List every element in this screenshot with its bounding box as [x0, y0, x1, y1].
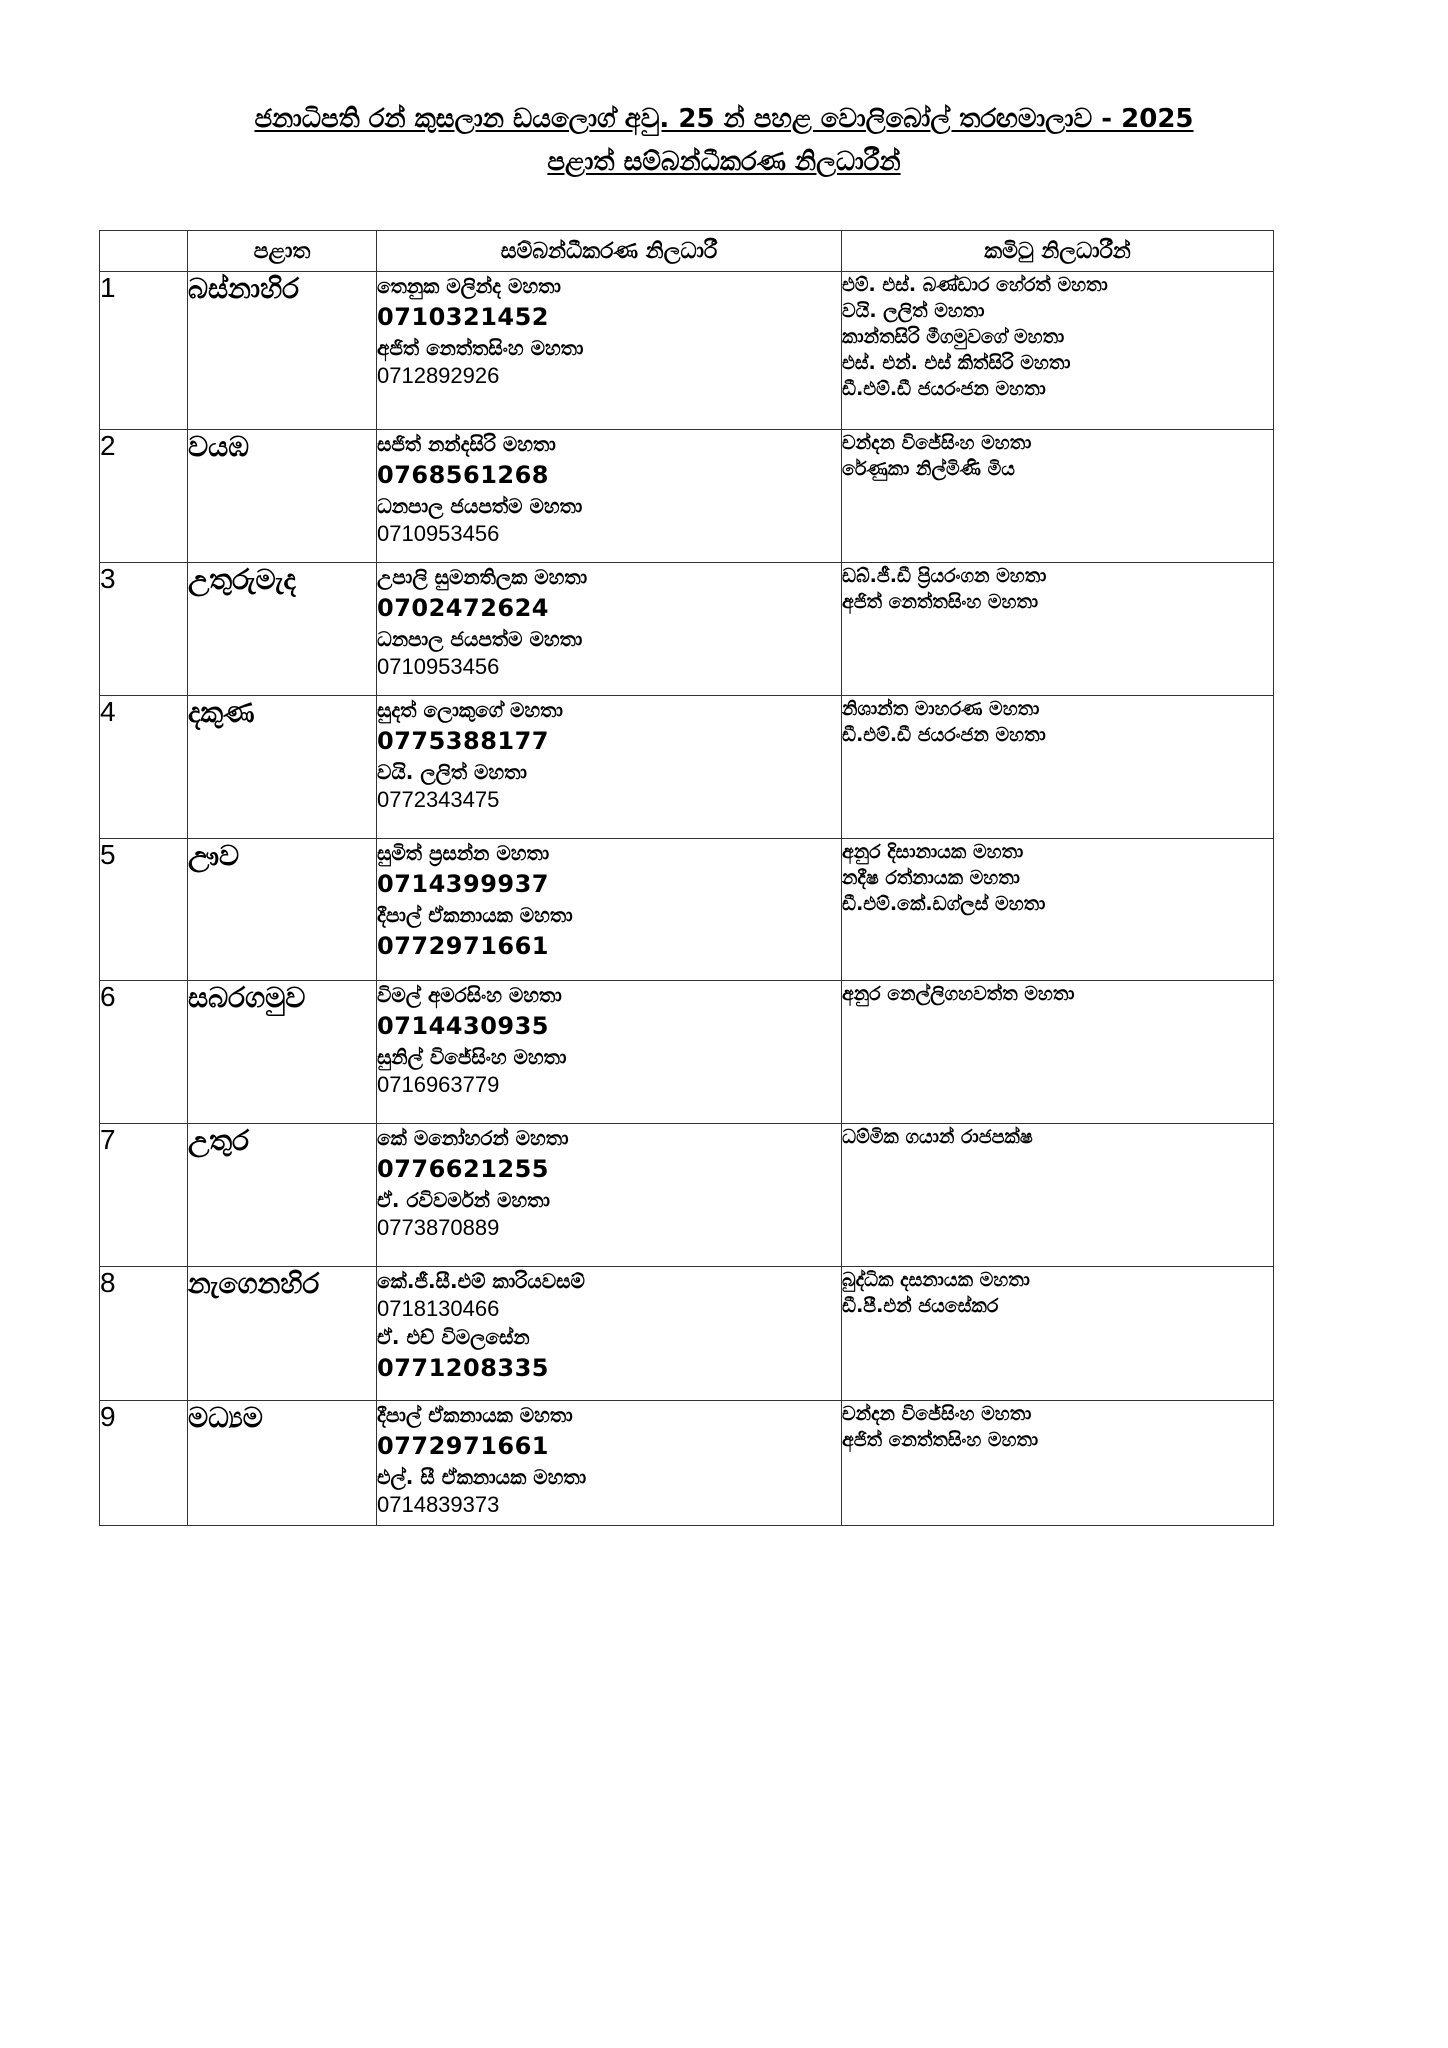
committee-member: නිශාන්ත මාහරණ මහතා: [842, 698, 1040, 720]
coordinator-phone: 0776621255: [377, 1155, 549, 1183]
coordinator-cell: [377, 1267, 842, 1401]
coordinator-cell: [377, 981, 842, 1124]
coordinator-cell: [377, 839, 842, 981]
coordinator-cell: [377, 272, 842, 430]
document-title: [0, 103, 1448, 135]
table-row: [100, 1267, 1274, 1401]
coordinator-cell: [377, 1401, 842, 1526]
coordinator-cell: [377, 563, 842, 696]
committee-cell: [842, 1267, 1274, 1401]
coordinator-name: දීපාල් ඒකනායක මහතා: [377, 1403, 573, 1427]
committee-member: ඩී.පී.එන් ජයසේකර: [842, 1295, 999, 1317]
coordinator-phone: 0710953456: [377, 654, 500, 679]
committee-member: ඩී.එම්.ඩී ජයරංජන මහතා: [842, 724, 1046, 746]
coordinator-phone: 0768561268: [377, 461, 549, 489]
committee-cell: [842, 430, 1274, 563]
coordinator-phone: 0714839373: [377, 1492, 500, 1517]
committee-cell: [842, 563, 1274, 696]
committee-member: කාන්තසිරි මීගමුවගේ මහතා: [842, 326, 1065, 348]
row-number: 7: [100, 1124, 188, 1267]
committee-member: නදීෂ රත්නායක මහතා: [842, 867, 1020, 889]
committee-cell: [842, 839, 1274, 981]
header-province: පළාත: [188, 231, 377, 272]
header-number: [100, 231, 188, 272]
document-subtitle-text: පළාත් සම්බන්ධීකරණ නිලධාරීන්: [547, 147, 901, 177]
coordinator-cell: [377, 1124, 842, 1267]
committee-member: බුද්ධික දසනායක මහතා: [842, 1269, 1030, 1291]
coordinator-phone: 0772971661: [377, 932, 549, 960]
coordinator-name: දීපාල් ඒකනායක මහතා: [377, 903, 573, 927]
province-name: බස්නාහිර: [188, 272, 377, 430]
row-number: 6: [100, 981, 188, 1124]
coordinator-phone: 0772971661: [377, 1432, 549, 1460]
province-name: වයඹ: [188, 430, 377, 563]
committee-cell: [842, 696, 1274, 839]
coordinator-phone: 0710321452: [377, 303, 549, 331]
coordinator-phone: 0773870889: [377, 1215, 500, 1240]
coordinator-phone: 0714430935: [377, 1012, 549, 1040]
coordinator-phone: 0771208335: [377, 1354, 549, 1382]
row-number: 4: [100, 696, 188, 839]
row-number: 1: [100, 272, 188, 430]
province-name: ඌව: [188, 839, 377, 981]
committee-cell: [842, 272, 1274, 430]
committee-member: ඩී.එම්.ඩී ජයරංජන මහතා: [842, 378, 1046, 400]
province-name: දකුණ: [188, 696, 377, 839]
table-row: [100, 839, 1274, 981]
committee-member: වයි. ලලිත් මහතා: [842, 300, 985, 322]
coordinator-name: ඒ. එච් විමලසේන: [377, 1325, 530, 1349]
row-number: 2: [100, 430, 188, 563]
document-subtitle: [0, 146, 1448, 178]
committee-member: චන්දන විජේසිංහ මහතා: [842, 1403, 1032, 1425]
committee-member: එස්. එන්. එස් කිත්සිරි මහතා: [842, 352, 1071, 374]
coordinator-name: සජිත් නන්දසිරි මහතා: [377, 432, 556, 456]
coordinator-phone: 0702472624: [377, 594, 549, 622]
coordinator-name: ඒ. රවිවර්මන් මහතා: [377, 1188, 550, 1212]
province-name: සබරගමුව: [188, 981, 377, 1124]
coordinator-name: සුදත් ලොකුගේ මහතා: [377, 698, 563, 722]
table-row: [100, 696, 1274, 839]
table-row: [100, 430, 1274, 563]
province-name: මධ්‍යම: [188, 1401, 377, 1526]
committee-member: අනුර නෙල්ලිගහවත්ත මහතා: [842, 983, 1075, 1005]
committee-cell: [842, 1124, 1274, 1267]
table-row: [100, 981, 1274, 1124]
coordinator-name: තෙනුක මලින්ද මහතා: [377, 274, 561, 298]
table-row: [100, 272, 1274, 430]
coordinator-name: වයි. ලලිත් මහතා: [377, 760, 527, 784]
coordinator-name: ධනපාල ජයපත්ම මහතා: [377, 627, 583, 651]
committee-member: ඩී.එම්.කේ.ඩග්ලස් මහතා: [842, 893, 1046, 915]
coordinator-name: අජිත් නෙත්තසිංහ මහතා: [377, 336, 584, 360]
coordinator-phone: 0712892926: [377, 363, 500, 388]
coordinator-phone: 0710953456: [377, 521, 500, 546]
committee-member: එම්. එස්. බණ්ඩාර හේරත් මහතා: [842, 274, 1108, 296]
committee-cell: [842, 1401, 1274, 1526]
coordinator-name: කේ මනෝහරන් මහතා: [377, 1126, 569, 1150]
committee-member: අජිත් නෙත්තසිංහ මහතා: [842, 591, 1039, 613]
coordinator-cell: [377, 430, 842, 563]
committee-member: ධම්මික ගයාන් රාජපක්ෂ: [842, 1126, 1033, 1148]
coordinator-phone: 0716963779: [377, 1072, 500, 1097]
province-name: නැගෙනහිර: [188, 1267, 377, 1401]
coordinator-name: ධනපාල ජයපත්ම මහතා: [377, 494, 583, 518]
coordinator-name: උපාලි සුමනතිලක මහතා: [377, 565, 588, 589]
committee-member: ඩබ්.ජී.ඩී ප්‍රියරංගන මහතා: [842, 565, 1047, 587]
committee-member: අනුර දිසානායක මහතා: [842, 841, 1024, 863]
coordinators-table: [99, 230, 1274, 1526]
row-number: 9: [100, 1401, 188, 1526]
row-number: 5: [100, 839, 188, 981]
coordinator-phone: 0772343475: [377, 787, 500, 812]
coordinator-name: එල්. සී ඒකනායක මහතා: [377, 1465, 587, 1489]
committee-cell: [842, 981, 1274, 1124]
table-header-row: [100, 231, 1274, 272]
row-number: 8: [100, 1267, 188, 1401]
table-body: [100, 272, 1274, 1526]
header-coordinator: සම්බන්ධීකරණ නිලධාරී: [377, 231, 842, 272]
coordinator-name: සුමිත් ප්‍රසන්න මහතා: [377, 841, 550, 865]
coordinator-phone: 0714399937: [377, 870, 549, 898]
header-committee: කමිටු නිලධාරීන්: [842, 231, 1274, 272]
committee-member: චන්දන විජේසිංහ මහතා: [842, 432, 1032, 454]
coordinator-name: කේ.ජී.සී.එම් කාරියවසම්: [377, 1269, 585, 1293]
committee-member: අජිත් නෙත්තසිංහ මහතා: [842, 1429, 1039, 1451]
coordinator-name: විමල් අමරසිංහ මහතා: [377, 983, 562, 1007]
province-name: උතුර: [188, 1124, 377, 1267]
coordinator-cell: [377, 696, 842, 839]
row-number: 3: [100, 563, 188, 696]
coordinator-phone: 0775388177: [377, 727, 549, 755]
coordinator-phone: 0718130466: [377, 1296, 500, 1321]
table-row: [100, 1401, 1274, 1526]
document-title-text: ජනාධිපති රන් කුසලාන ඩයලොග් අවු. 25 න් පහළ වොලිබෝල් තරඟමාලාව - 2025: [254, 104, 1194, 134]
table-row: [100, 1124, 1274, 1267]
province-name: උතුරුමැද: [188, 563, 377, 696]
coordinator-name: සුනිල් විජේසිංහ මහතා: [377, 1045, 567, 1069]
table-row: [100, 563, 1274, 696]
committee-member: රේණුකා නිල්මිණි මිය: [842, 458, 1015, 480]
